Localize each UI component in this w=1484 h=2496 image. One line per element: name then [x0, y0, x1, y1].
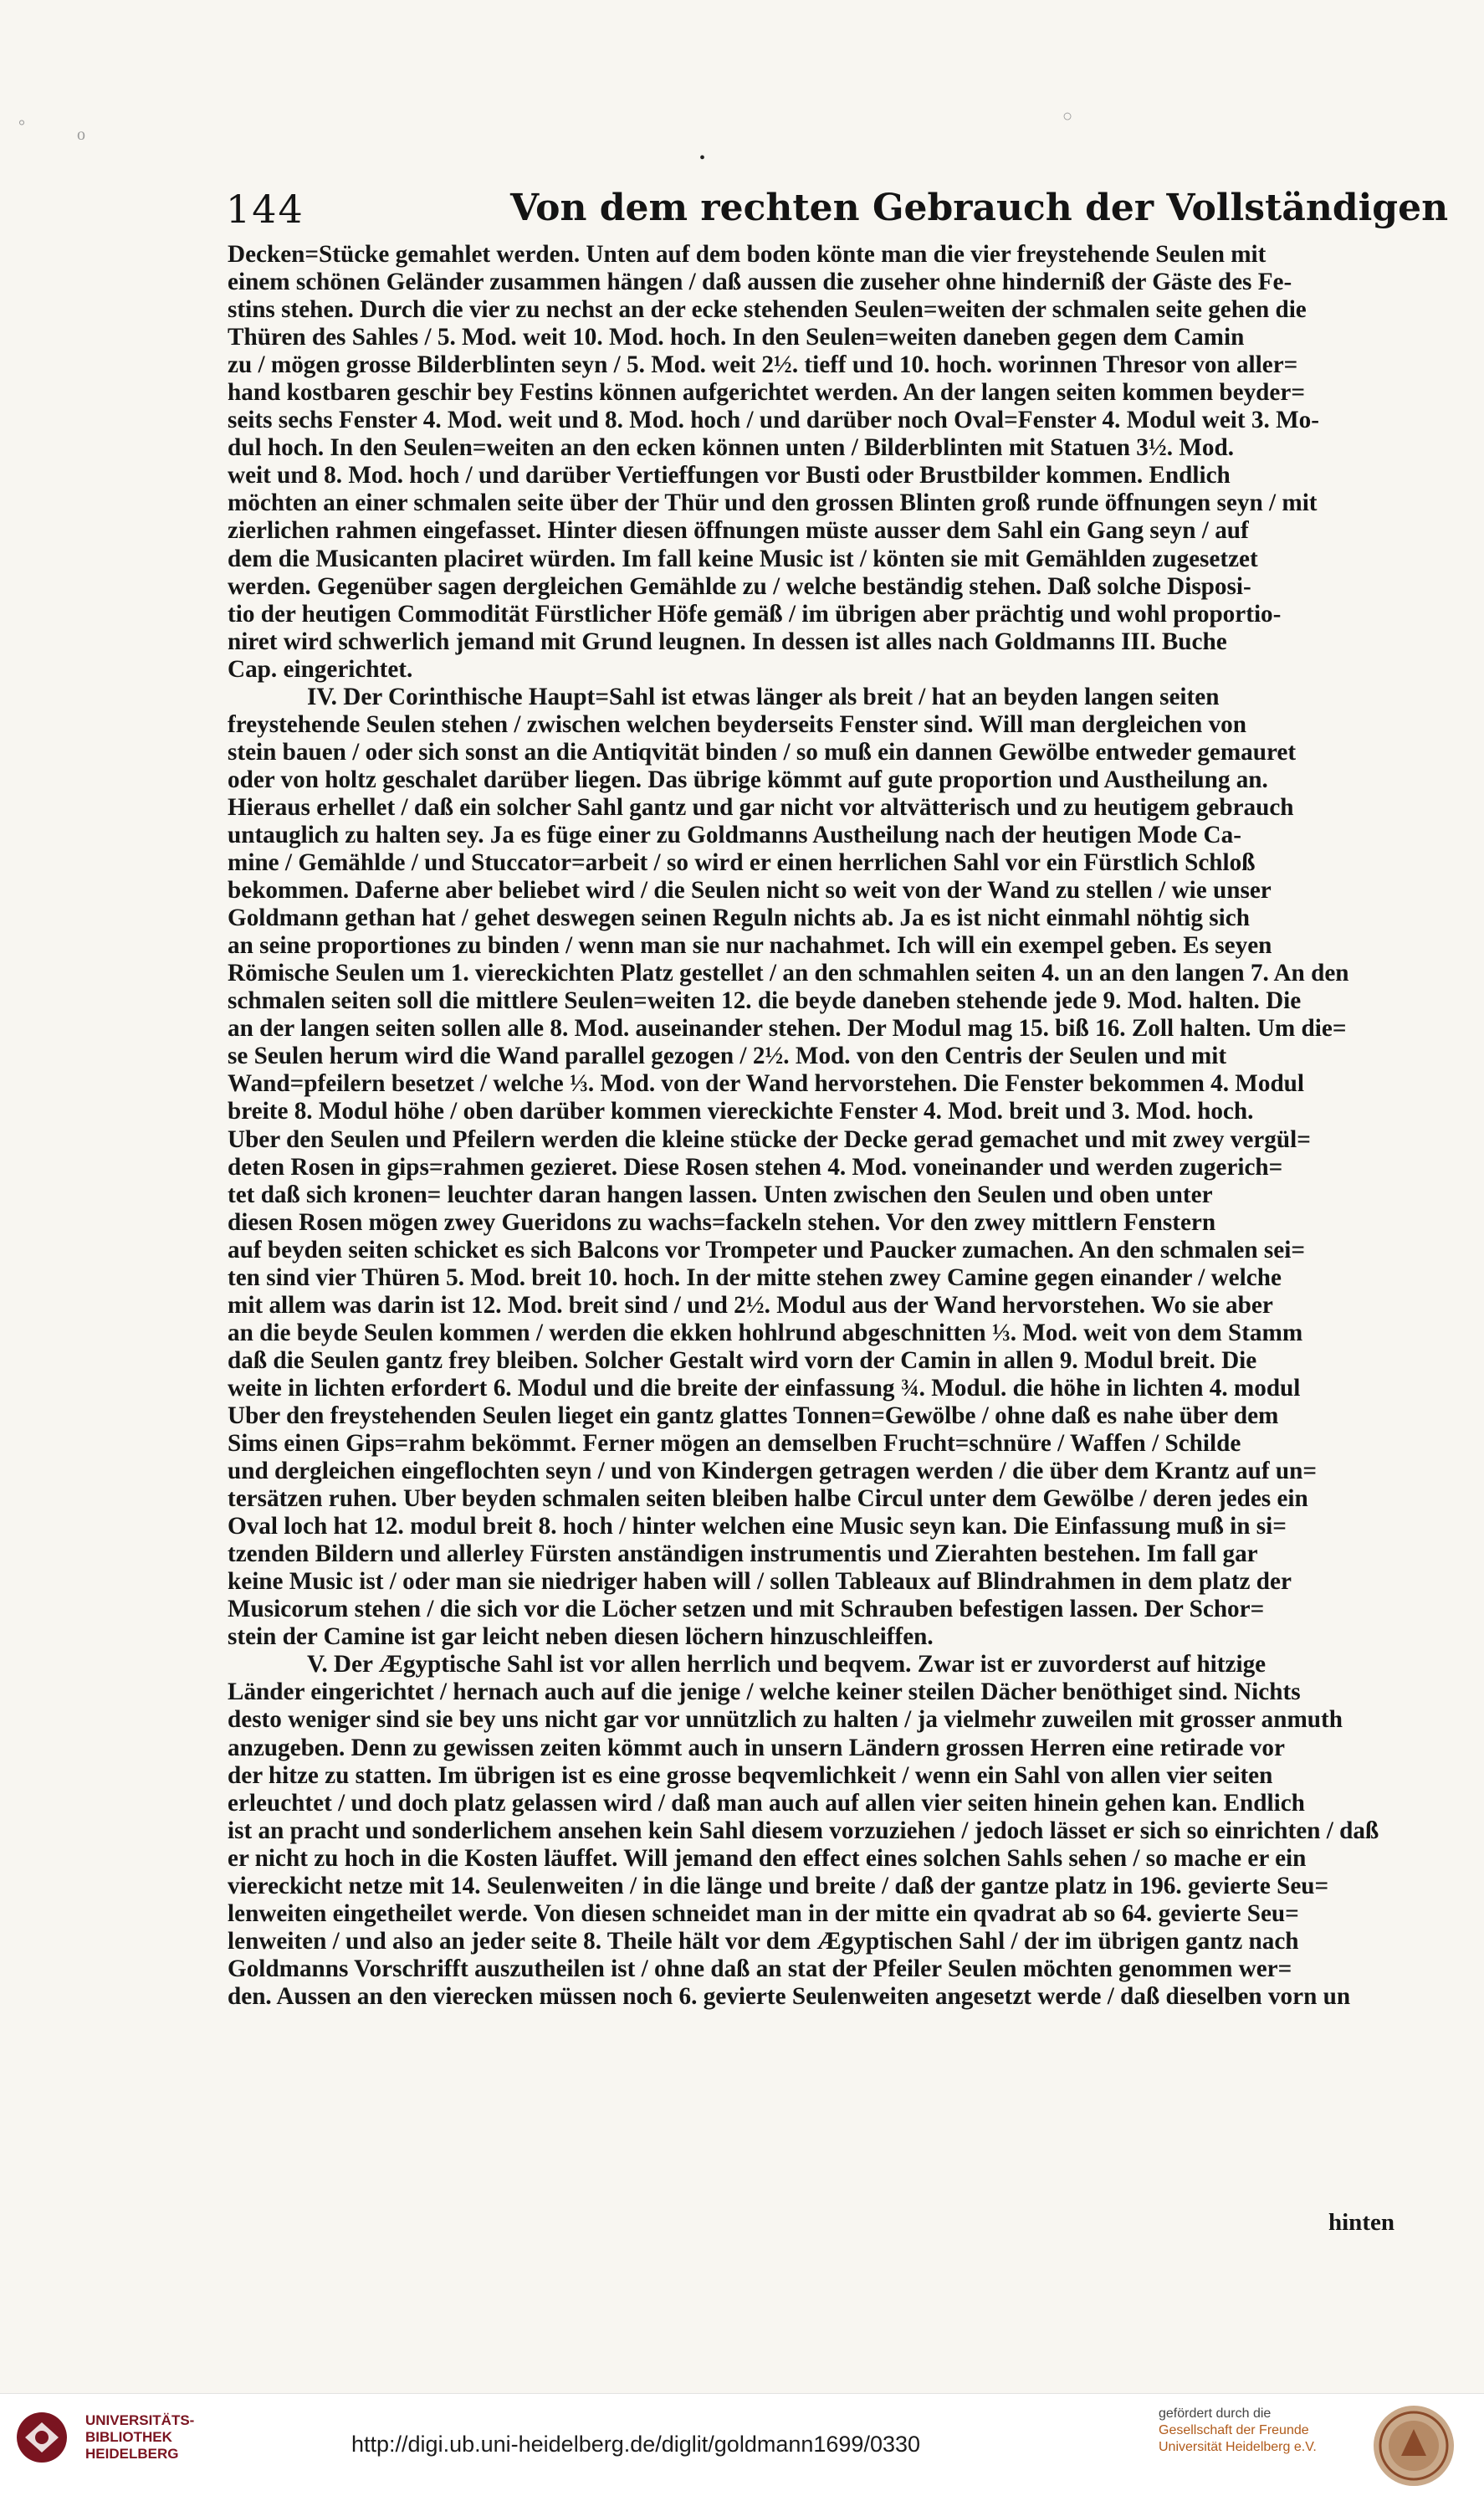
text-line: weit und 8. Mod. hoch / und darüber Vertieffungen vor Busti oder Brustbilder kommen. Endlich — [228, 462, 1231, 489]
sponsor-name-line: Universität Heidelberg e.V. — [1159, 2440, 1317, 2454]
text-line: Uber den freystehenden Seulen lieget ein gantz glattes Tonnen=Gewölbe / ohne daß es nahe über dem — [228, 1402, 1279, 1429]
text-line: erleuchtet / und doch platz gelassen wird / daß man auch auf allen vier seiten hinein gehen kan. Endlich — [228, 1789, 1305, 1817]
text-line: bekommen. Daferne aber beliebet wird / die Seulen nicht so weit von der Wand zu stellen / wie unser — [228, 877, 1272, 905]
text-line: stein bauen / oder sich sonst an die Antiqvität binden / so muß ein dannen Gewölbe entweder gemauret — [228, 738, 1297, 766]
text-line: tzenden Bildern und allerley Fürsten anständigen instrumentis und Zierahten bestehen. Im fall gar — [228, 1540, 1258, 1568]
page-number: 144 — [226, 187, 304, 232]
text-line: Oval loch hat 12. modul breit 8. hoch / hinter welchen eine Music seyn kan. Die Einfassung muß in si= — [228, 1513, 1287, 1540]
text-line: daß die Seulen gantz frey bleiben. Solcher Gestalt wird vorn der Camin in allen 9. Modul breit. Die — [228, 1346, 1257, 1374]
text-line: Cap. eingerichtet. — [228, 655, 413, 683]
text-line: niret wird schwerlich jemand mit Grund leugnen. In dessen ist alles nach Goldmanns III. Buche — [228, 628, 1227, 655]
library-name-line: BIBLIOTHEK — [85, 2429, 172, 2445]
text-line: Uber den Seulen und Pfeilern werden die kleine stücke der Decke gerad gemachet und mit zwey vergül= — [228, 1125, 1311, 1153]
text-line: keine Music ist / oder man sie niedriger haben will / sollen Tableaux auf Blindrahmen in dem platz der — [228, 1568, 1292, 1596]
text-line: schmalen seiten soll die mittlere Seulen=weiten 12. die beyde daneben stehende jede 9. Mod. halten. Die — [228, 987, 1302, 1015]
sponsor-label: gefördert durch die — [1159, 2406, 1272, 2421]
scan-speck: • — [699, 149, 706, 167]
text-line: anzugeben. Denn zu gewissen zeiten kömmt auch in unsern Ländern grossen Herren eine retirade vor — [228, 1734, 1285, 1761]
text-line: hand kostbaren geschir bey Festins können aufgerichtet werden. An der langen seiten kommen beyder= — [228, 379, 1305, 407]
text-line: an der langen seiten sollen alle 8. Mod. auseinander stehen. Der Modul mag 15. biß 16. Zoll halten. Um die= — [228, 1015, 1347, 1043]
text-line: desto weniger sind sie bey uns nicht gar vor unnützlich zu halten / ja vielmehr zuweilen mit grosser anmuth — [228, 1706, 1343, 1734]
text-line: lenweiten eingetheilet werde. Von diesen schneidet man in der mitte ein qvadrat ab so 64. gevierte Seu= — [228, 1899, 1299, 1927]
text-line: ist an pracht und sonderlichem ansehen kein Sahl diesem vorzuziehen / jedoch lässet er sich so einrichten / daß — [228, 1817, 1379, 1844]
text-line: an seine proportiones zu binden / wenn man sie nur nachahmet. Ich will ein exempel geben. Es seyen — [228, 932, 1272, 960]
text-line: Thüren des Sahles / 5. Mod. weit 10. Mod. hoch. In den Seulen=weiten daneben gegen dem Camin — [228, 324, 1245, 351]
sponsor-credit — [1159, 2406, 1317, 2456]
text-line: Decken=Stücke gemahlet werden. Unten auf dem boden könte man die vier freystehende Seulen mit — [228, 241, 1267, 268]
sponsor-name-line: Gesellschaft der Freunde — [1159, 2423, 1309, 2437]
text-line: werden. Gegenüber sagen dergleichen Gemählde zu / welche beständig stehen. Daß solche Disposi- — [228, 572, 1251, 600]
text-line: Wand=pfeilern besetzet / welche ⅓. Mod. von der Wand hervorstehen. Die Fenster bekommen 4. Modul — [228, 1070, 1305, 1098]
text-line: breite 8. Modul höhe / oben darüber kommen viereckichte Fenster 4. Mod. breit und 3. Mod. hoch. — [228, 1098, 1254, 1125]
text-line: einem schönen Geländer zusammen hängen / daß aussen die zuseher ohne hinderniß der Gäste des Fe- — [228, 269, 1292, 296]
text-line: Hieraus erhellet / daß ein solcher Sahl gantz und gar nicht vor altvätterisch und zu heutigem gebrauch — [228, 793, 1294, 821]
text-line: er nicht zu hoch in die Kosten läuffet. Will jemand den effect eines solchen Sahls sehen / so mache er ein — [228, 1844, 1307, 1872]
text-line: viereckicht netze mit 14. Seulenweiten / in die länge und breite / daß der gantze platz in 196. gevierte Seu= — [228, 1872, 1329, 1899]
text-line: V. Der Ægyptische Sahl ist vor allen herrlich und beqvem. Zwar ist er zuvorderst auf hitzige — [307, 1651, 1267, 1679]
running-title: Von dem rechten Gebrauch der Vollständigen — [510, 187, 1449, 229]
text-line: tio der heutigen Commodität Fürstlicher Höfe gemäß / im übrigen aber prächtig und wohl proportio- — [228, 600, 1282, 628]
text-line: tersätzen ruhen. Uber beyden schmalen seiten bleiben halbe Circul unter dem Gewölbe / deren jedes ein — [228, 1485, 1308, 1513]
scan-speck: ° — [18, 117, 25, 136]
text-line: freystehende Seulen stehen / zwischen welchen beyderseits Fenster sind. Will man dergleichen von — [228, 710, 1247, 738]
text-line: den. Aussen an den vierecken müssen noch 6. gevierte Seulenweiten angesetzt werde / daß dieselben vorn un — [228, 1982, 1351, 2010]
text-line: möchten an einer schmalen seite über der Thür und den grossen Blinten groß runde öffnungen seyn / mit — [228, 489, 1318, 517]
scan-speck: o — [77, 126, 85, 144]
text-line: untauglich zu halten sey. Ja es füge einer zu Goldmanns Austheilung nach der heutigen Mode Ca- — [228, 821, 1241, 848]
library-name — [85, 2412, 194, 2463]
text-line: lenweiten / und also an jeder seite 8. Theile hält vor dem Ægyptischen Sahl / der im übrigen gantz nach — [228, 1927, 1299, 1955]
page-header — [226, 180, 1449, 238]
scan-speck: ○ — [1062, 107, 1073, 126]
text-line: stins stehen. Durch die vier zu nechst an der ecke stehenden Seulen=weiten der schmalen seite gehen die — [228, 296, 1307, 324]
body-text — [228, 241, 1394, 2011]
text-line: an die beyde Seulen kommen / werden die ekken hohlrund abgeschnitten ⅓. Mod. weit von dem Stamm — [228, 1319, 1303, 1346]
text-line: der hitze zu statten. Im übrigen ist es eine grosse beqvemlichkeit / wenn ein Sahl von allen vier seiten — [228, 1761, 1273, 1789]
catchword: hinten — [1328, 2209, 1394, 2236]
text-line: zierlichen rahmen eingefasset. Hinter diesen öffnungen müste ausser dem Sahl ein Gang seyn / auf — [228, 517, 1249, 545]
text-line: und dergleichen eingeflochten seyn / und von Kindergen getragen werden / die über dem Krantz auf un= — [228, 1458, 1317, 1485]
text-line: auf beyden seiten schicket es sich Balcons vor Trompeter und Paucker zumachen. An den schmalen sei= — [228, 1236, 1305, 1263]
text-line: Goldmann gethan hat / gehet deswegen seinen Reguln nichts ab. Ja es ist nicht einmahl nöhtig sich — [228, 905, 1250, 932]
text-line: weite in lichten erfordert 6. Modul und die breite der einfassung ¾. Modul. die höhe in lichten 4. modul — [228, 1374, 1301, 1402]
text-line: ten sind vier Thüren 5. Mod. breit 10. hoch. In der mitte stehen zwey Camine gegen einander / welche — [228, 1263, 1282, 1291]
university-seal-icon — [1372, 2404, 1456, 2488]
text-line: tet daß sich kronen= leuchter daran hangen lassen. Unten zwischen den Seulen und oben unter — [228, 1181, 1213, 1208]
text-line: mit allem was darin ist 12. Mod. breit sind / und 2½. Modul aus der Wand hervorstehen. Wo sie aber — [228, 1291, 1273, 1319]
text-line: deten Rosen in gips=rahmen gezieret. Diese Rosen stehen 4. Mod. voneinander und werden zugerich= — [228, 1153, 1283, 1181]
text-line: Länder eingerichtet / hernach auch auf die jenige / welche keiner steilen Dächer benöthiget sind. Nichts — [228, 1679, 1301, 1706]
text-line: Römische Seulen um 1. viereckichten Platz gestellet / an den schmahlen seiten 4. un an den langen 7. An den — [228, 960, 1349, 987]
library-name-line: HEIDELBERG — [85, 2446, 179, 2462]
source-url-link[interactable]: http://digi.ub.uni-heidelberg.de/diglit/goldmann1699/0330 — [351, 2432, 921, 2457]
text-line: diesen Rosen mögen zwey Gueridons zu wachs=fackeln stehen. Vor den zwey mittlern Fenstern — [228, 1208, 1216, 1236]
text-line: se Seulen herum wird die Wand parallel gezogen / 2½. Mod. von den Centris der Seulen und mit — [228, 1043, 1227, 1070]
text-line: seits sechs Fenster 4. Mod. weit und 8. Mod. hoch / und darüber noch Oval=Fenster 4. Modul weit 3. Mo- — [228, 407, 1319, 434]
text-line: Sims einen Gips=rahm bekömmt. Ferner mögen an demselben Frucht=schnüre / Waffen / Schilde — [228, 1430, 1241, 1458]
text-line: Goldmanns Vorschrifft auszutheilen ist / ohne daß an stat der Pfeiler Seulen möchten genommen wer= — [228, 1955, 1292, 1982]
text-line: oder von holtz geschalet darüber liegen. Das übrige kömmt auf gute proportion und Austheilung an. — [228, 766, 1268, 793]
text-line: dul hoch. In den Seulen=weiten an den ecken können unten / Bilderblinten mit Statuen 3½. Mod. — [228, 434, 1234, 462]
text-line: Musicorum stehen / die sich vor die Löcher setzen und mit Schrauben befestigen lassen. Der Schor= — [228, 1596, 1265, 1623]
text-line: stein der Camine ist gar leicht neben diesen löchern hinzuschleiffen. — [228, 1623, 934, 1651]
text-line: zu / mögen grosse Bilderblinten seyn / 5. Mod. weit 2½. tieff und 10. hoch. worinnen Thresor von aller= — [228, 351, 1298, 379]
text-line: mine / Gemählde / und Stuccator=arbeit / so wird er einen herrlichen Sahl vor ein Fürstlich Schloß — [228, 849, 1256, 877]
library-name-line: UNIVERSITÄTS- — [85, 2412, 195, 2428]
library-logo-icon — [15, 2411, 69, 2464]
footer-bar — [0, 2393, 1484, 2496]
text-line: IV. Der Corinthische Haupt=Sahl ist etwas länger als breit / hat an beyden langen seiten — [307, 683, 1220, 710]
text-line: dem die Musicanten placiret würden. Im fall keine Music ist / könten sie mit Gemählden zugesetzet — [228, 545, 1258, 572]
